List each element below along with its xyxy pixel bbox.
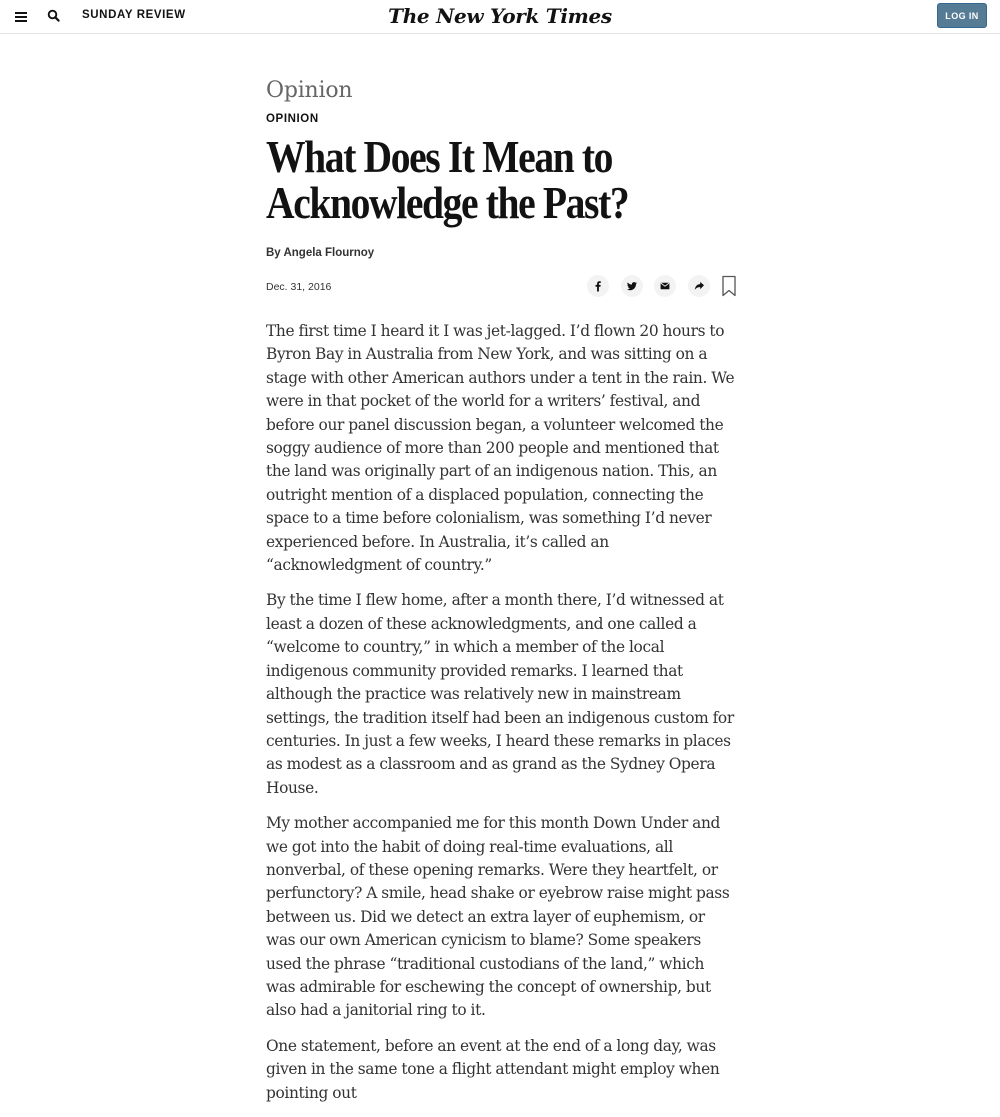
email-icon: [654, 275, 676, 297]
article-headline: What Does It Mean to Acknowledge the Past?: [266, 131, 629, 228]
section-link-sunday-review[interactable]: SUNDAY REVIEW: [82, 9, 186, 21]
article-body: [266, 320, 736, 1117]
opinion-kicker: OPINION: [266, 113, 319, 125]
article-paragraph: The first time I heard it I was jet-lagged. I’d flown 20 hours to Byron Bay in Australia from New York, and was sitting on a stage with other American authors under a tent in the rain. We were in that pocket of the world for a writers’ festival, and before our panel discussion began, a volunteer welcomed the soggy audience of more than 200 people and mentioned that the land was originally part of an indigenous nation. This, an outright mention of a displaced population, connecting the space to a time before colonialism, was something I’d never experienced before. In Australia, it’s called an “acknowledgment of country.”: [266, 322, 735, 575]
byline: By Angela Flournoy: [266, 247, 375, 259]
article-paragraph: By the time I flew home, after a month there, I’d witnessed at least a dozen of these acknowledgments, and one called a “welcome to country,” in which a member of the local indigenous community provided remarks. I learned that although the practice was relatively new in mainstream settings, the tradition itself had been an indigenous custom for centuries. In just a few weeks, I heard these remarks in places as modest as a classroom and as grand as the Sydney Opera House.: [266, 591, 734, 797]
article-paragraph: One statement, before an event at the end of a long day, was given in the same tone a flight attendant might employ when pointing out: [266, 1036, 720, 1102]
menu-line: [15, 16, 27, 18]
search-icon[interactable]: [44, 6, 64, 26]
save-article-button[interactable]: [721, 275, 737, 297]
hamburger-menu-icon[interactable]: [12, 7, 32, 27]
menu-line: [15, 12, 27, 14]
twitter-share-button[interactable]: [621, 275, 643, 297]
facebook-share-button[interactable]: [587, 275, 609, 297]
menu-line: [15, 20, 27, 22]
log-in-button[interactable]: LOG IN: [937, 3, 987, 28]
facebook-icon: [587, 275, 609, 297]
nyt-logo-text[interactable]: The New York Times: [388, 4, 612, 28]
search-icon-graphic: [44, 6, 64, 26]
article: [266, 76, 736, 1102]
publish-date: Dec. 31, 2016: [266, 281, 332, 293]
bookmark-icon: [721, 275, 737, 297]
email-share-button[interactable]: [654, 275, 676, 297]
opinion-section-label[interactable]: Opinion: [266, 78, 353, 103]
top-bar: [0, 0, 1000, 34]
twitter-icon: [621, 275, 643, 297]
share-toolbar: [587, 275, 737, 299]
share-arrow-icon: [688, 275, 710, 297]
more-share-button[interactable]: [688, 275, 710, 297]
article-paragraph: My mother accompanied me for this month Down Under and we got into the habit of doing real-time evaluations, all nonverbal, of these opening remarks. Were they heartfelt, or perfunctory? A smile, head shake or eyebrow raise might pass between us. Did we detect an extra layer of euphemism, or was our own American cynicism to blame? Some speakers used the phrase “traditional custodians of the land,” which was admirable for eschewing the concept of ownership, but also had a janitorial ring to it.: [266, 814, 730, 1020]
